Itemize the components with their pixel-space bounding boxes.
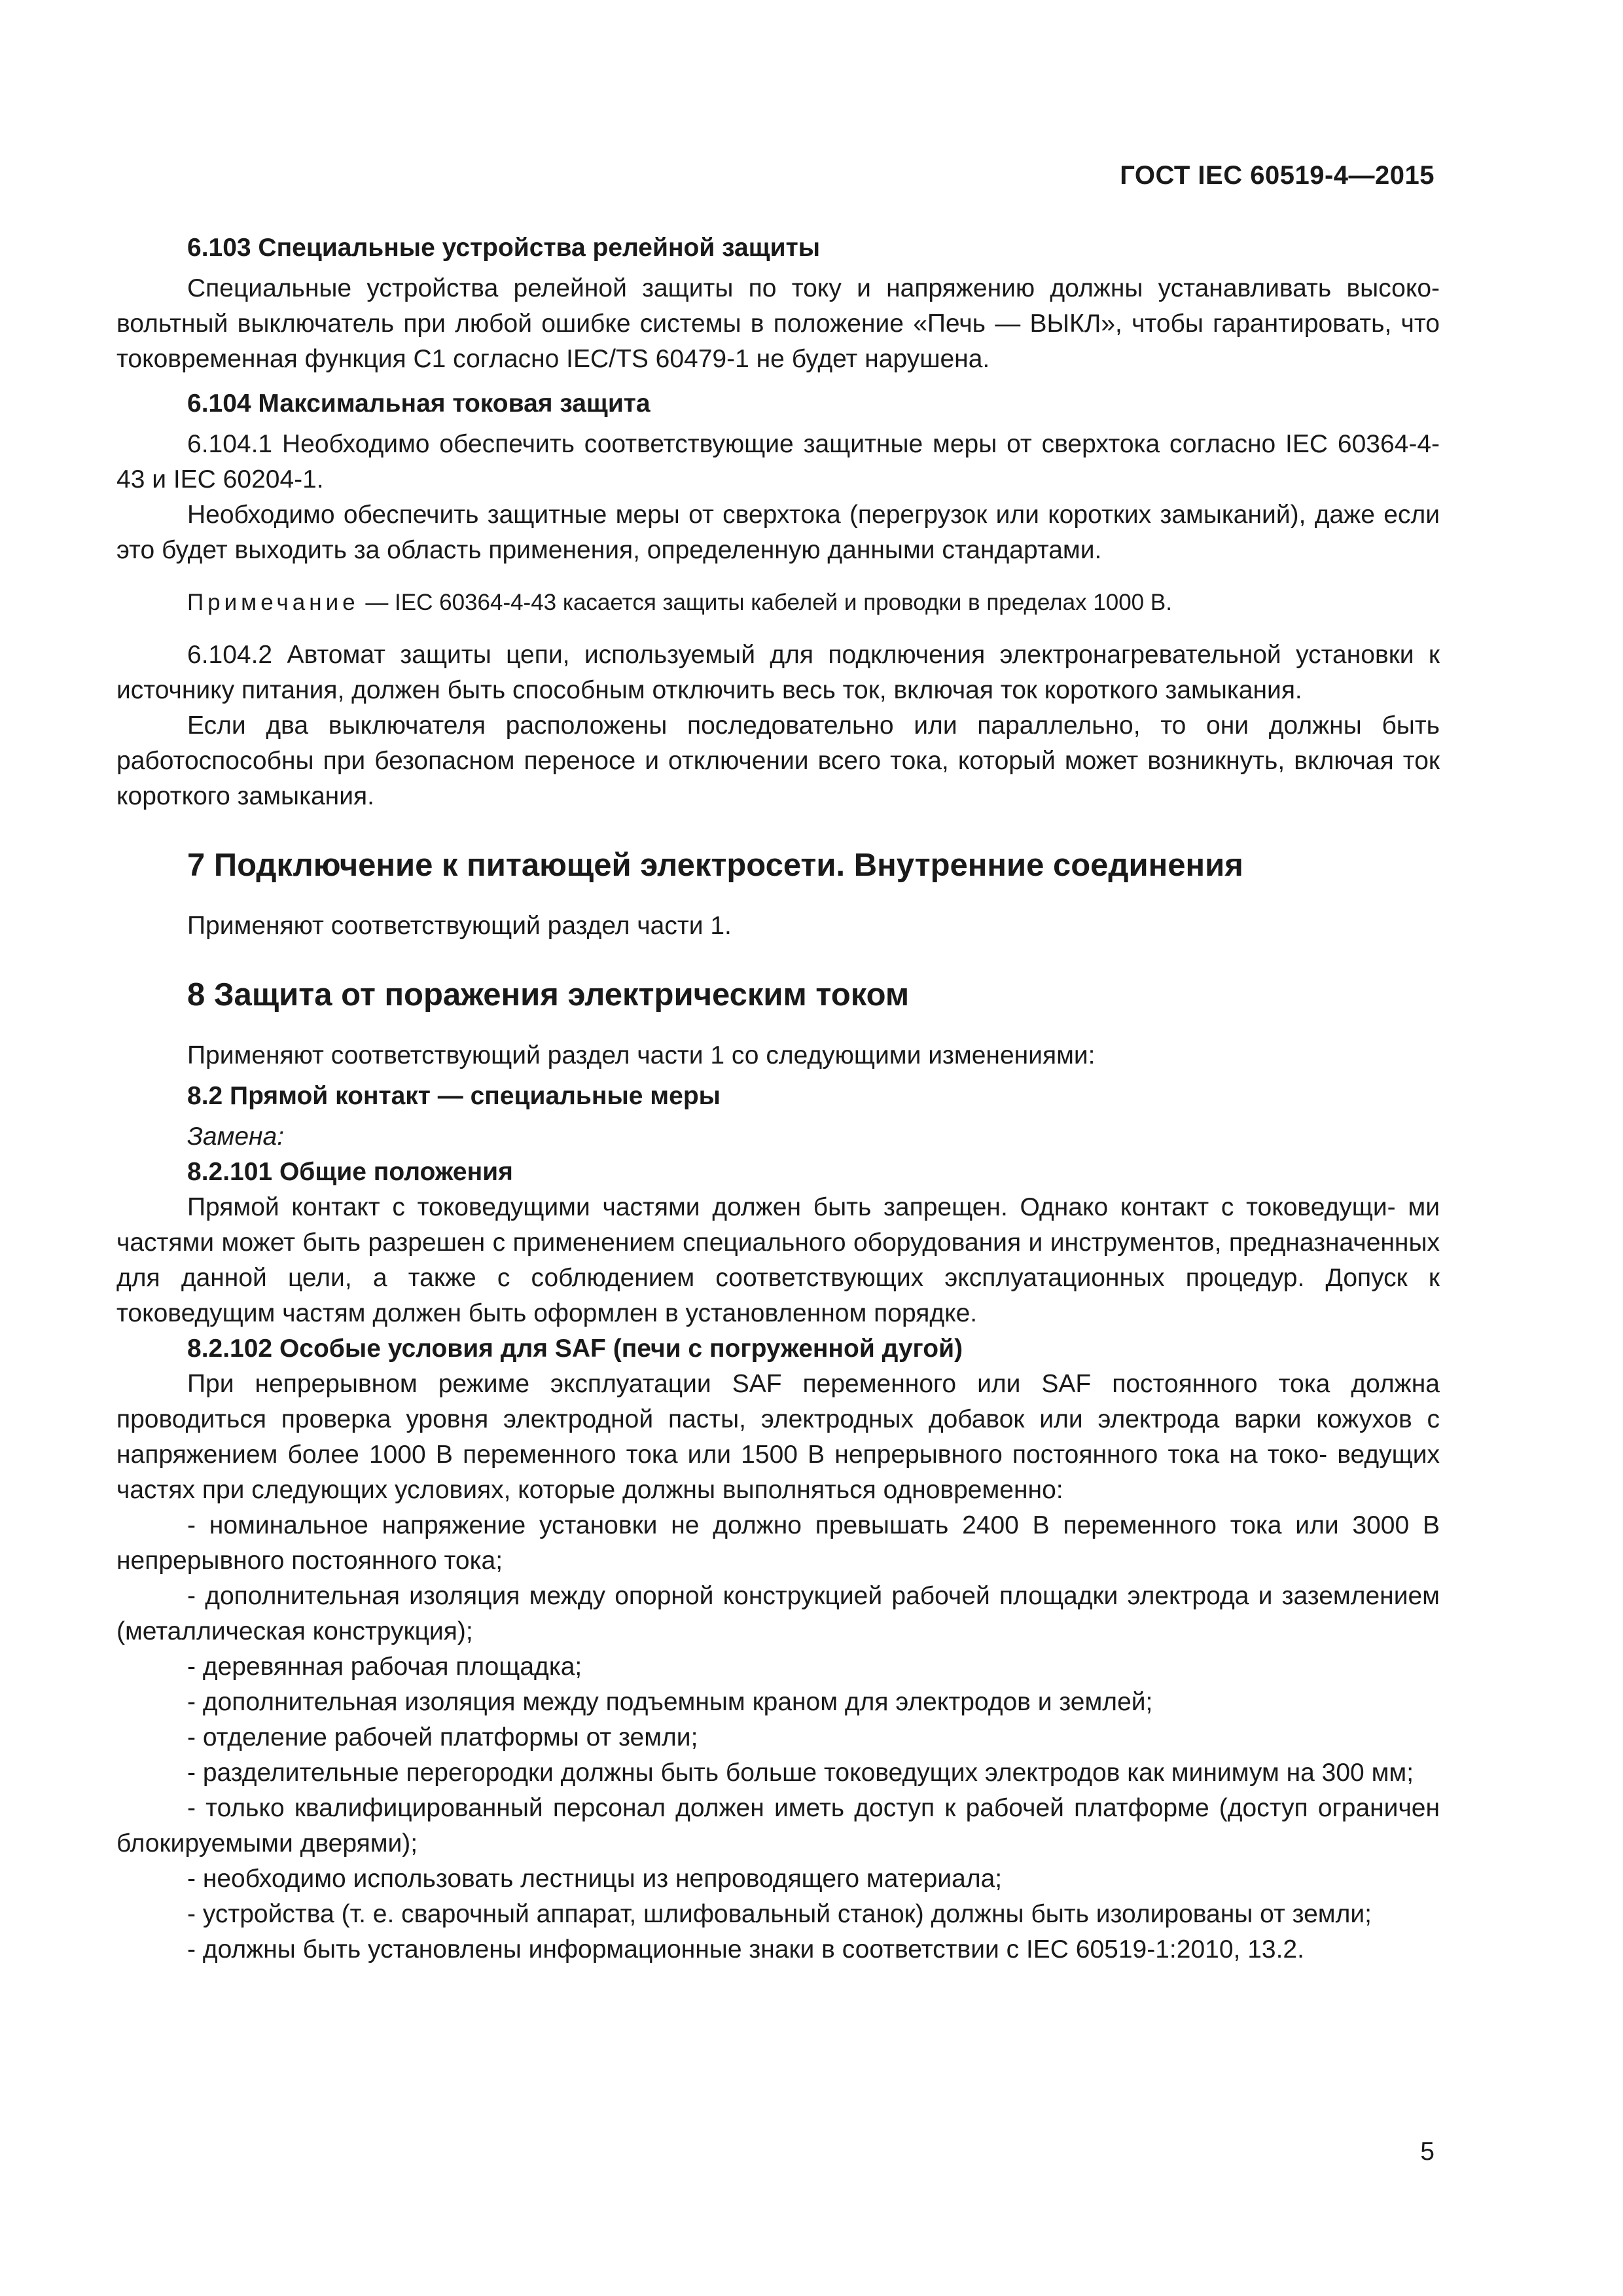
- list-item: - деревянная рабочая площадка;: [187, 1653, 582, 1681]
- document-header-id: ГОСТ IEC 60519-4—2015: [1120, 161, 1435, 190]
- list-item: - устройства (т. е. сварочный аппарат, шлифовальный станок) должны быть изолированы от земли;: [187, 1900, 1372, 1928]
- section-7-heading: 7 Подключение к питающей электросети. Внутренние соединения: [187, 848, 1243, 883]
- page-number: 5: [1420, 2138, 1435, 2166]
- heading-8-2-101: 8.2.101 Общие положения: [187, 1158, 513, 1186]
- note-6-104: [116, 585, 1440, 620]
- paragraph-6-104-2-cont: Если два выключателя расположены последовательно или параллельно, то они должны быть работоспособны при безопасном переносе и отключении всего тока, который может возникнуть, включая ток короткого замыкания.: [116, 711, 1440, 810]
- heading-8-2-102: 8.2.102 Особые условия для SAF (печи с погруженной дугой): [187, 1335, 963, 1363]
- heading-8-2: 8.2 Прямой контакт — специальные меры: [187, 1082, 721, 1110]
- list-item: - должны быть установлены информационные знаки в соответствии с IEC 60519-1:2010, 13.2.: [187, 1935, 1304, 1964]
- list-item: - необходимо использовать лестницы из непроводящего материала;: [187, 1865, 1003, 1893]
- paragraph-8-2-102: При непрерывном режиме эксплуатации SAF переменного или SAF постоянного тока должна проводиться проверка уровня электродной пасты, электродных добавок или электрода варки кожухов с напряжением более 1000 В переменного тока или 1500 В непрерывного постоянного тока на токо- ведущих частях при следующих условиях, которые должны выполняться одновременно:: [116, 1370, 1440, 1504]
- note-label: Примечание: [187, 590, 359, 615]
- list-item: - дополнительная изоляция между опорной конструкцией рабочей площадки электрода и заземлением (металлическая конструкция);: [116, 1582, 1440, 1645]
- list-item: - отделение рабочей платформы от земли;: [187, 1723, 698, 1751]
- list-item: - номинальное напряжение установки не должно превышать 2400 В переменного тока или 3000 В непрерывного постоянного тока;: [116, 1511, 1440, 1575]
- list-item: - только квалифицированный персонал должен иметь доступ к рабочей платформе (доступ ограничен блокируемыми дверями);: [116, 1794, 1440, 1857]
- paragraph-8-2-101: Прямой контакт с токоведущими частями должен быть запрещен. Однако контакт с токоведущи- ми частями может быть разрешен с применением специального оборудования и инструментов, предназначенных для данной цели, а также с соблюдением соответствующих эксплуатационных процедур. Допуск к токоведущим частям должен быть оформлен в установленном порядке.: [116, 1193, 1440, 1327]
- replacement-label: Замена:: [187, 1122, 285, 1151]
- paragraph-6-104-1: 6.104.1 Необходимо обеспечить соответствующие защитные меры от сверхтока согласно IEC 60364-4-43 и IEC 60204-1.: [116, 430, 1440, 493]
- page-body: [116, 230, 1440, 1967]
- heading-6-103: 6.103 Специальные устройства релейной защиты: [187, 234, 821, 262]
- heading-6-104: 6.104 Максимальная токовая защита: [187, 389, 651, 418]
- paragraph-6-104-1-cont: Необходимо обеспечить защитные меры от сверхтока (перегрузок или коротких замыканий), даже если это будет выходить за область применения, определенную данными стандартами.: [116, 501, 1440, 564]
- section-8-heading: 8 Защита от поражения электрическим током: [187, 977, 910, 1013]
- section-8-intro: Применяют соответствующий раздел части 1 со следующими изменениями:: [187, 1041, 1096, 1069]
- list-item: - дополнительная изоляция между подъемным краном для электродов и землей;: [187, 1688, 1153, 1716]
- section-7-paragraph: Применяют соответствующий раздел части 1.: [187, 912, 732, 940]
- list-item: - разделительные перегородки должны быть больше токоведущих электродов как минимум на 300 мм;: [187, 1759, 1414, 1787]
- paragraph-6-104-2: 6.104.2 Автомат защиты цепи, используемый для подключения электронагревательной установки к источнику питания, должен быть способным отключить весь ток, включая ток короткого замыкания.: [116, 641, 1440, 704]
- paragraph-6-103: Специальные устройства релейной защиты по току и напряжению должны устанавливать высоко- вольтный выключатель при любой ошибке системы в положение «Печь — ВЫКЛ», чтобы гарантировать, что токовременная функция С1 согласно IEC/TS 60479-1 не будет нарушена.: [116, 274, 1440, 373]
- note-text: — IEC 60364-4-43 касается защиты кабелей и проводки в пределах 1000 В.: [359, 590, 1172, 615]
